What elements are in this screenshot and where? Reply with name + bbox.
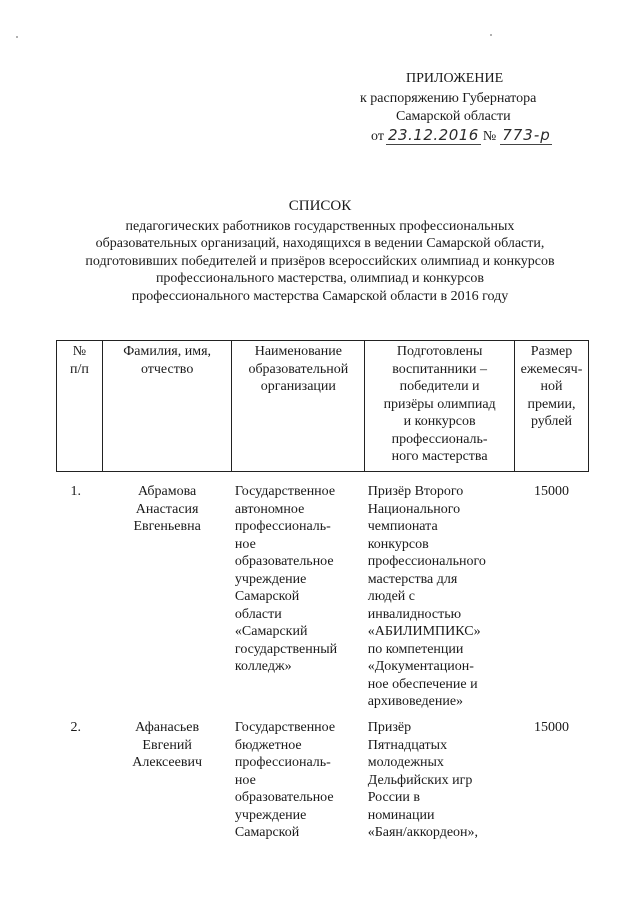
scan-speck — [490, 34, 492, 36]
table-row — [57, 483, 589, 711]
subtitle-line: образовательных организаций, находящихся в ведении Самарской области, — [95, 236, 545, 252]
row-amount: 15000 — [534, 484, 569, 499]
handwritten-date: 23.12.2016 — [387, 126, 479, 144]
appendix-title: ПРИЛОЖЕНИЕ — [406, 71, 504, 86]
row-organization: Государственное бюджетное профессиональ- ное образовательное учреждение Самарской — [234, 720, 336, 840]
header-bonus: Размер ежемесяч- ной премии, рублей — [515, 341, 589, 472]
header-award: Подготовлены воспитанники – победители и призёры олимпиад и конкурсов профессиональ- ного мастерства — [365, 341, 515, 472]
from-label: от — [371, 129, 384, 144]
awards-table — [56, 340, 589, 842]
table-header-row — [57, 341, 589, 472]
row-award: Призёр Пятнадцатых молодежных Дельфийских игр России в номинации «Баян/аккордеон», — [367, 720, 479, 840]
subtitle-line: педагогических работников государственных профессиональных — [125, 218, 515, 234]
subtitle-line: профессионального мастерства Самарской области в 2016 году — [131, 288, 509, 304]
row-number: 2. — [70, 720, 81, 735]
scan-speck — [16, 36, 18, 38]
row-name: Афанасьев Евгений Алексеевич — [132, 720, 202, 770]
handwritten-number: 773-р — [502, 126, 551, 144]
row-number: 1. — [70, 484, 81, 499]
document-heading — [60, 198, 580, 306]
number-label: № — [482, 129, 497, 144]
header-name: Фамилия, имя, отчество — [102, 341, 232, 472]
row-name: Абрамова Анастасия Евгеньевна — [133, 484, 201, 534]
appendix-line-order: к распоряжению Губернатора — [360, 91, 537, 106]
header-organization: Наименование образовательной организации — [232, 341, 365, 472]
table-row — [57, 711, 589, 842]
row-organization: Государственное автономное профессиональ- ное образовательное учреждение Самарской области «Самарский государственный колледж» — [234, 484, 338, 674]
subtitle-line: подготовивших победителей и призёров всероссийских олимпиад и конкурсов — [85, 253, 555, 269]
header-number: № п/п — [57, 341, 103, 472]
subtitle-line: профессионального мастерства, олимпиад и конкурсов — [155, 271, 485, 287]
appendix-line-region: Самарской области — [396, 109, 511, 124]
appendix-date-line — [371, 127, 552, 145]
row-amount: 15000 — [534, 720, 569, 735]
document-title: СПИСОК — [288, 198, 352, 214]
row-award: Призёр Второго Национального чемпионата конкурсов профессионального мастерства для людей с инвалидностью «АБИЛИМПИКС» по компетенции «Документацион- ное обеспечение и архивоведение» — [367, 484, 486, 709]
